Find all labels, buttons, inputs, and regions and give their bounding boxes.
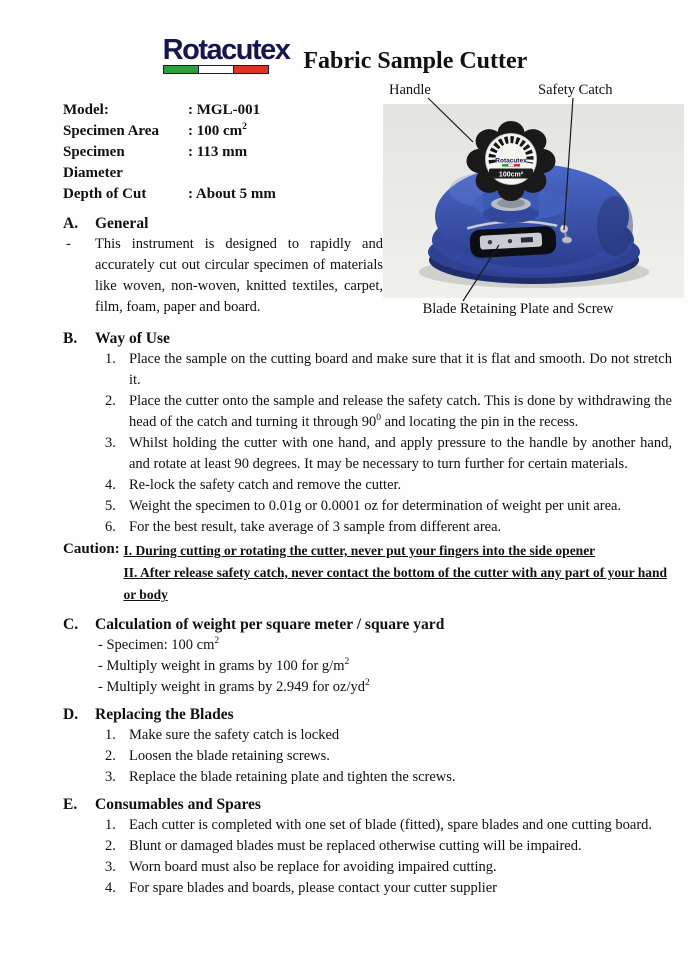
list-item (63, 475, 672, 496)
spec-row-specimen-area (63, 121, 383, 142)
item-number: 3. (105, 859, 116, 875)
logo-flag-bar (163, 65, 269, 74)
list-item (63, 767, 672, 788)
list-item (63, 878, 672, 899)
bullet-dash: - (66, 236, 71, 252)
list-item (63, 746, 672, 767)
top-region (0, 80, 690, 320)
rotacutex-logo (162, 33, 290, 74)
section-letter: D. (63, 706, 79, 723)
item-text: Place the sample on the cutting board and make sure that it is flat and smooth. Do not stretch it. (129, 351, 672, 388)
item-number: 2. (105, 748, 116, 764)
item-text: Worn board must also be replace for avoiding impaired cutting. (129, 859, 497, 875)
caution-label: Caution: (63, 541, 124, 557)
section-b (63, 328, 672, 538)
section-title: Consumables and Spares (95, 796, 261, 813)
list-item (63, 433, 672, 475)
list-item (63, 391, 672, 433)
item-text: Place the cutter onto the sample and release the safety catch. This is done by withdrawing the head of the catch and turning it through $90^0$ and locating the pin in the recess. (129, 393, 672, 430)
spec-table (63, 80, 383, 205)
item-text: Loosen the blade retaining screws. (129, 748, 330, 764)
section-letter: E. (63, 796, 78, 813)
section-letter: A. (63, 215, 79, 232)
section-a-paragraph (63, 234, 383, 318)
spec-row-depth-of-cut (63, 184, 383, 205)
spec-value: : About 5 mm (188, 186, 276, 202)
list-item (63, 857, 672, 878)
caution-body (123, 538, 672, 606)
document-header (0, 0, 690, 74)
product-photo (383, 104, 684, 298)
spec-label: Depth of Cut (63, 186, 147, 202)
section-e-heading (63, 794, 672, 815)
section-title: Calculation of weight per square meter / square yard (95, 616, 445, 633)
section-letter: C. (63, 616, 79, 633)
section-c (63, 614, 672, 698)
item-number: 1. (105, 351, 116, 367)
knob-brand-text: Rotacutex (495, 157, 527, 165)
item-text: Re-lock the safety catch and remove the cutter. (129, 477, 402, 493)
spec-label: Specimen Area (63, 123, 159, 139)
list-item (63, 496, 672, 517)
item-text: Replace the blade retaining plate and tighten the screws. (129, 769, 456, 785)
item-number: 4. (105, 880, 116, 896)
list-item (63, 836, 672, 857)
figure-caption: Blade Retaining Plate and Screw (422, 301, 614, 317)
section-a-heading (63, 213, 383, 234)
item-number: 1. (105, 817, 116, 833)
caution-line-2: II. After release safety catch, never contact the bottom of the cutter with any part of your hand or body (123, 565, 667, 602)
spec-value: : 113 mm (188, 144, 248, 160)
section-a-text: This instrument is designed to rapidly and accurately cut out circular specimen of materials like woven, non-woven, knitted textiles, carpet, film, foam, paper and board. (95, 236, 383, 315)
caution-line-1: I. During cutting or rotating the cutter, never put your fingers into the side opener (123, 543, 596, 558)
knob-flag (502, 164, 520, 167)
section-title: General (95, 215, 149, 232)
item-number: 2. (105, 393, 116, 409)
flag-white-segment (198, 66, 234, 73)
flag-red-segment (234, 66, 268, 73)
item-number: 1. (105, 727, 116, 743)
item-text: Weight the specimen to 0.01g or 0.0001 oz for determination of weight per unit area. (129, 498, 622, 514)
item-number: 4. (105, 477, 116, 493)
knob-size-text: 100cm² (498, 171, 524, 179)
list-item (63, 349, 672, 391)
item-text: For the best result, take average of 3 sample from different area. (129, 519, 502, 535)
left-column (63, 80, 383, 318)
item-number: 3. (105, 769, 116, 785)
main-content (0, 328, 690, 899)
safety-catch-label: Safety Catch (538, 82, 613, 98)
list-item (63, 815, 672, 836)
product-figure (383, 82, 690, 324)
section-e (63, 794, 672, 899)
item-text: Make sure the safety catch is locked (129, 727, 340, 743)
item-number: 6. (105, 519, 116, 535)
item-text: Each cutter is completed with one set of blade (fitted), spare blades and one cutting board. (129, 817, 653, 833)
handle-knob (467, 121, 556, 201)
section-letter: B. (63, 330, 78, 347)
list-item (63, 725, 672, 746)
handle-label: Handle (389, 82, 431, 98)
list-item: - Specimen: 100 $cm^2$ (98, 636, 220, 653)
spec-value: : 100 $cm^2$ (188, 122, 247, 139)
list-item (63, 517, 672, 538)
section-d-heading (63, 704, 672, 725)
spec-value: : MGL-001 (188, 102, 261, 118)
list-item: - Multiply weight in grams by 2.949 for $oz/yd^2$ (98, 678, 370, 695)
item-number: 2. (105, 838, 116, 854)
page-title: Fabric Sample Cutter (303, 47, 528, 74)
flag-green-segment (164, 66, 198, 73)
caution-block (63, 538, 672, 606)
item-text: For spare blades and boards, please contact your cutter supplier (129, 880, 498, 896)
logo-wordmark: Rotacutex (162, 33, 290, 66)
list-item: - Multiply weight in grams by 100 for $g/m^2$ (98, 657, 350, 674)
spec-row-specimen-diameter (63, 142, 383, 184)
spec-row-model (63, 100, 383, 121)
spec-label: Model: (63, 102, 109, 118)
section-title: Replacing the Blades (95, 706, 234, 723)
section-b-heading (63, 328, 672, 349)
section-c-heading (63, 614, 672, 635)
item-text: Blunt or damaged blades must be replaced otherwise cutting will be impaired. (129, 838, 582, 854)
item-number: 3. (105, 435, 116, 451)
item-text: Whilst holding the cutter with one hand, and apply pressure to the handle by another hand, and rotate at least 90 degrees. It may be necessary to turn further for certain materials. (129, 435, 672, 472)
knob-label (486, 134, 537, 185)
item-number: 5. (105, 498, 116, 514)
section-d (63, 704, 672, 788)
spec-label: Specimen Diameter (63, 144, 125, 181)
section-title: Way of Use (95, 330, 170, 347)
